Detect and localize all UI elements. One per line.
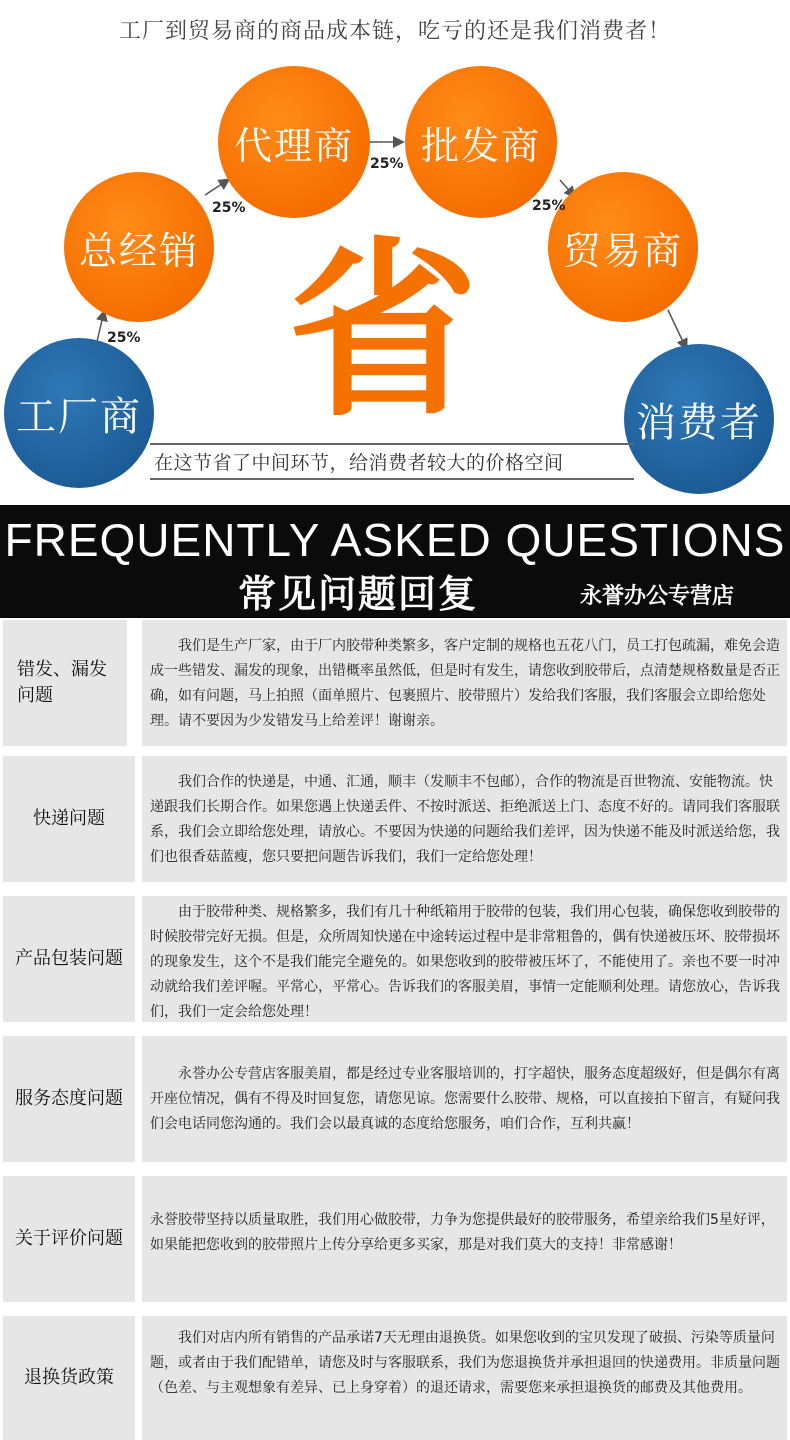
node-agent: 代理商 [218, 66, 370, 218]
faq-item [0, 1036, 790, 1162]
pct-label: 25% [370, 156, 404, 172]
faq-question: 关于评价问题 [3, 1176, 135, 1302]
faq-answer: 我们是生产厂家，由于厂内胶带种类繁多，客户定制的规格也五花八门，员工打包疏漏，难免会造成一些错发、漏发的现象，出错概率虽然低，但是时有发生，请您收到胶带后，点清楚规格数量是否正确，如有问题，马上拍照（面单照片、包裹照片、胶带照片）发给我们客服，我们客服会立即给您处理。请不要因为少发错发马上给差评！谢谢亲。 [142, 620, 787, 746]
faq-banner [0, 505, 790, 618]
banner-shop-name: 永誉办公专营店 [580, 584, 735, 609]
faq-answer: 由于胶带种类、规格繁多，我们有几十种纸箱用于胶带的包装，我们用心包装，确保您收到胶带的时候胶带完好无损。但是，众所周知快递在中途转运过程中是非常粗鲁的，偶有快递被压坏、胶带损坏的现象发生，这个不是我们能完全避免的。如果您收到的胶带被压坏了，不能使用了。亲也不要一时冲动就给我们差评喔。平常心，平常心。告诉我们的客服美眉，事情一定能顺利处理。请您放心，告诉我们，我们一定会给您处理！ [142, 896, 787, 1022]
faq-answer: 永誉办公专营店客服美眉，都是经过专业客服培训的，打字超快，服务态度超级好，但是偶尔有离开座位情况，偶有不得及时回复您，请您见谅。您需要什么胶带、规格，可以直接拍下留言，有疑问我们会电话同您沟通的。我们会以最真诚的态度给您服务，咱们合作，互利共赢！ [142, 1036, 787, 1162]
node-factory: 工厂商 [4, 338, 154, 488]
pct-label: 25% [212, 200, 246, 216]
banner-title-en: FREQUENTLY ASKED QUESTIONS [4, 514, 786, 566]
banner-title-cn: 常见问题回复 [238, 572, 479, 616]
faq-answer: 我们对店内所有销售的产品承诺7天无理由退换货。如果您收到的宝贝发现了破损、污染等质量问题，或者由于我们配错单，请您及时与客服联系，我们为您退换货并承担退回的快递费用。非质量问题（色差、与主观想象有差异、已上身穿着）的退还请求，需要您来承担退换货的邮费及其他费用。 [142, 1316, 787, 1440]
faq-item [0, 896, 790, 1022]
node-general-distributor: 总经销 [64, 172, 214, 322]
pct-label: 25% [107, 330, 141, 346]
faq-question: 错发、漏发问题 [3, 620, 127, 746]
node-consumer: 消费者 [624, 344, 774, 494]
save-character: 省 [288, 221, 479, 442]
savings-note: 在这节省了中间环节，给消费者较大的价格空间 [150, 443, 634, 480]
node-trader: 贸易商 [548, 172, 698, 322]
node-wholesaler: 批发商 [405, 66, 557, 218]
faq-item [0, 1316, 790, 1440]
faq-question: 快递问题 [3, 756, 135, 882]
faq-answer: 永誉胶带坚持以质量取胜，我们用心做胶带，力争为您提供最好的胶带服务，希望亲给我们5星好评，如果能把您收到的胶带照片上传分享给更多买家，那是对我们莫大的支持！非常感谢！ [142, 1176, 787, 1302]
diagram-headline: 工厂到贸易商的商品成本链，吃亏的还是我们消费者！ [118, 19, 671, 44]
arrow-distributor-to-agent [205, 180, 228, 195]
faq-question: 服务态度问题 [3, 1036, 135, 1162]
faq-item [0, 1176, 790, 1302]
faq-item [0, 620, 790, 746]
cost-chain-diagram [0, 0, 790, 505]
faq-question: 产品包装问题 [3, 896, 135, 1022]
faq-answer: 我们合作的快递是，中通、汇通，顺丰（发顺丰不包邮），合作的物流是百世物流、安能物流。快递跟我们长期合作。如果您遇上快递丢件、不按时派送、拒绝派送上门、态度不好的。请同我们客服联系，我们会立即给您处理，请放心。不要因为快递的问题给我们差评，因为快递不能及时派送给您，我们也很香菇蓝瘦，您只要把问题告诉我们，我们一定给您处理！ [142, 756, 787, 882]
faq-item [0, 756, 790, 882]
pct-label: 25% [532, 198, 566, 214]
faq-question: 退换货政策 [3, 1316, 135, 1440]
arrow-trader-to-consumer [668, 310, 686, 348]
